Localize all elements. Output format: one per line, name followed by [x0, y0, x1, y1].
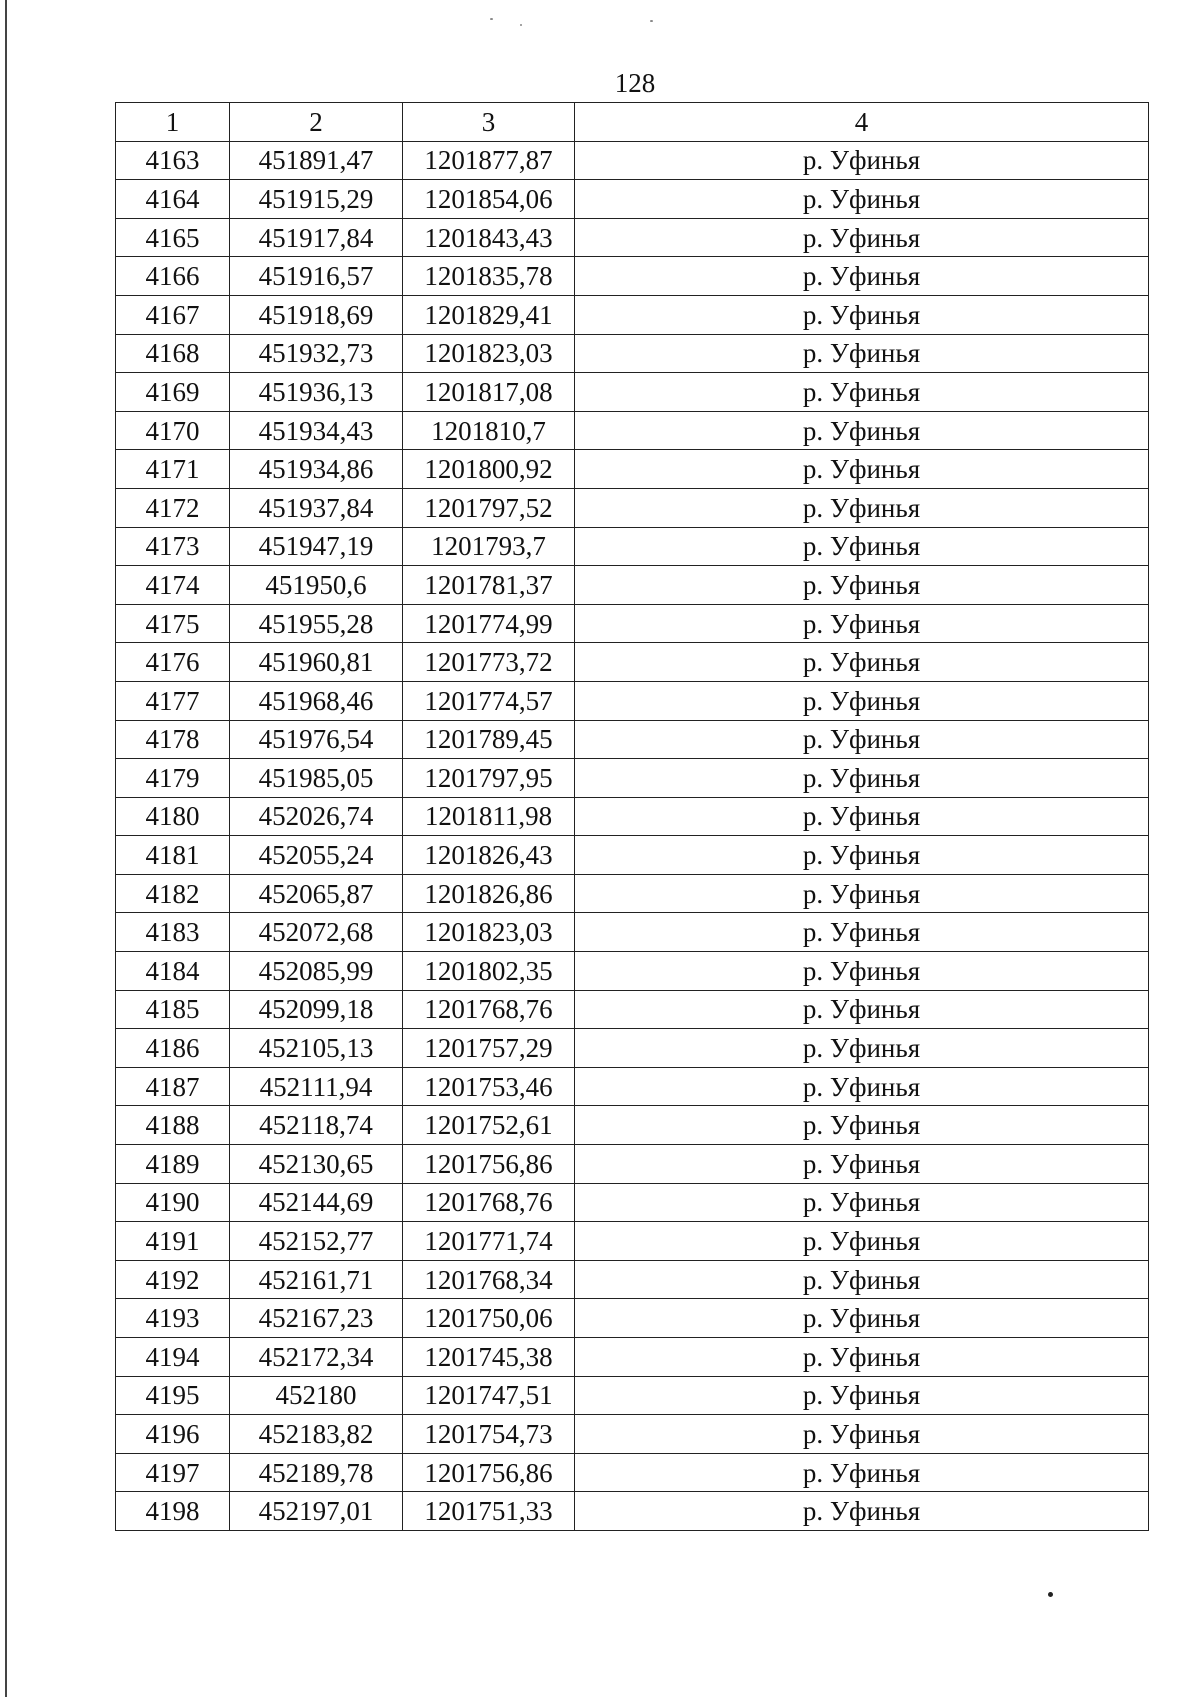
- table-row: [116, 1338, 1149, 1377]
- header-col-3: 3: [403, 103, 575, 142]
- table-row: [116, 913, 1149, 952]
- header-col-1: 1: [116, 103, 230, 142]
- x-coordinate-cell: 451936,13: [230, 373, 403, 412]
- table-row: [116, 874, 1149, 913]
- table-row: [116, 1145, 1149, 1184]
- point-number-cell: 4186: [116, 1029, 230, 1068]
- table-row: [116, 1299, 1149, 1338]
- header-col-2: 2: [230, 103, 403, 142]
- scan-speck: [650, 20, 653, 22]
- x-coordinate-cell: 452144,69: [230, 1183, 403, 1222]
- x-coordinate-cell: 451976,54: [230, 720, 403, 759]
- point-number-cell: 4171: [116, 450, 230, 489]
- y-coordinate-cell: 1201835,78: [403, 257, 575, 296]
- description-cell: р. Уфинья: [575, 1183, 1149, 1222]
- y-coordinate-cell: 1201756,86: [403, 1453, 575, 1492]
- y-coordinate-cell: 1201768,76: [403, 1183, 575, 1222]
- y-coordinate-cell: 1201826,86: [403, 874, 575, 913]
- x-coordinate-cell: 451934,86: [230, 450, 403, 489]
- y-coordinate-cell: 1201774,57: [403, 681, 575, 720]
- x-coordinate-cell: 451968,46: [230, 681, 403, 720]
- table-row: [116, 1415, 1149, 1454]
- point-number-cell: 4184: [116, 952, 230, 991]
- point-number-cell: 4190: [116, 1183, 230, 1222]
- table-row: [116, 836, 1149, 875]
- y-coordinate-cell: 1201768,34: [403, 1260, 575, 1299]
- point-number-cell: 4173: [116, 527, 230, 566]
- table-row: [116, 681, 1149, 720]
- x-coordinate-cell: 452105,13: [230, 1029, 403, 1068]
- description-cell: р. Уфинья: [575, 180, 1149, 219]
- header-col-4: 4: [575, 103, 1149, 142]
- table-row: [116, 488, 1149, 527]
- table-row: [116, 1260, 1149, 1299]
- point-number-cell: 4168: [116, 334, 230, 373]
- description-cell: р. Уфинья: [575, 295, 1149, 334]
- table-row: [116, 990, 1149, 1029]
- table-row: [116, 141, 1149, 180]
- point-number-cell: 4167: [116, 295, 230, 334]
- x-coordinate-cell: 452197,01: [230, 1492, 403, 1531]
- table-row: [116, 720, 1149, 759]
- y-coordinate-cell: 1201802,35: [403, 952, 575, 991]
- x-coordinate-cell: 452065,87: [230, 874, 403, 913]
- page-number: 128: [614, 68, 656, 98]
- table-row: [116, 411, 1149, 450]
- y-coordinate-cell: 1201757,29: [403, 1029, 575, 1068]
- point-number-cell: 4197: [116, 1453, 230, 1492]
- point-number-cell: 4163: [116, 141, 230, 180]
- y-coordinate-cell: 1201754,73: [403, 1415, 575, 1454]
- y-coordinate-cell: 1201817,08: [403, 373, 575, 412]
- x-coordinate-cell: 452180: [230, 1376, 403, 1415]
- point-number-cell: 4166: [116, 257, 230, 296]
- description-cell: р. Уфинья: [575, 1453, 1149, 1492]
- description-cell: р. Уфинья: [575, 566, 1149, 605]
- y-coordinate-cell: 1201789,45: [403, 720, 575, 759]
- table-row: [116, 180, 1149, 219]
- table-row: [116, 1067, 1149, 1106]
- point-number-cell: 4187: [116, 1067, 230, 1106]
- table-row: [116, 797, 1149, 836]
- x-coordinate-cell: 452172,34: [230, 1338, 403, 1377]
- point-number-cell: 4192: [116, 1260, 230, 1299]
- x-coordinate-cell: 452167,23: [230, 1299, 403, 1338]
- description-cell: р. Уфинья: [575, 1029, 1149, 1068]
- point-number-cell: 4172: [116, 488, 230, 527]
- scan-speck: [1048, 1592, 1053, 1597]
- description-cell: р. Уфинья: [575, 411, 1149, 450]
- table-row: [116, 295, 1149, 334]
- point-number-cell: 4194: [116, 1338, 230, 1377]
- point-number-cell: 4195: [116, 1376, 230, 1415]
- y-coordinate-cell: 1201771,74: [403, 1222, 575, 1261]
- point-number-cell: 4165: [116, 218, 230, 257]
- table-row: [116, 218, 1149, 257]
- description-cell: р. Уфинья: [575, 913, 1149, 952]
- description-cell: р. Уфинья: [575, 643, 1149, 682]
- point-number-cell: 4188: [116, 1106, 230, 1145]
- point-number-cell: 4176: [116, 643, 230, 682]
- y-coordinate-cell: 1201747,51: [403, 1376, 575, 1415]
- y-coordinate-cell: 1201781,37: [403, 566, 575, 605]
- point-number-cell: 4177: [116, 681, 230, 720]
- description-cell: р. Уфинья: [575, 141, 1149, 180]
- description-cell: р. Уфинья: [575, 1299, 1149, 1338]
- x-coordinate-cell: 452072,68: [230, 913, 403, 952]
- point-number-cell: 4181: [116, 836, 230, 875]
- table-header-row: [116, 103, 1149, 142]
- x-coordinate-cell: 451950,6: [230, 566, 403, 605]
- description-cell: р. Уфинья: [575, 952, 1149, 991]
- point-number-cell: 4170: [116, 411, 230, 450]
- y-coordinate-cell: 1201797,52: [403, 488, 575, 527]
- y-coordinate-cell: 1201751,33: [403, 1492, 575, 1531]
- x-coordinate-cell: 451915,29: [230, 180, 403, 219]
- table-row: [116, 643, 1149, 682]
- table-row: [116, 604, 1149, 643]
- point-number-cell: 4164: [116, 180, 230, 219]
- description-cell: р. Уфинья: [575, 450, 1149, 489]
- y-coordinate-cell: 1201854,06: [403, 180, 575, 219]
- point-number-cell: 4169: [116, 373, 230, 412]
- table-body: [116, 141, 1149, 1530]
- point-number-cell: 4183: [116, 913, 230, 952]
- description-cell: р. Уфинья: [575, 990, 1149, 1029]
- table-row: [116, 257, 1149, 296]
- description-cell: р. Уфинья: [575, 681, 1149, 720]
- description-cell: р. Уфинья: [575, 1338, 1149, 1377]
- x-coordinate-cell: 451937,84: [230, 488, 403, 527]
- table-row: [116, 527, 1149, 566]
- y-coordinate-cell: 1201745,38: [403, 1338, 575, 1377]
- x-coordinate-cell: 451934,43: [230, 411, 403, 450]
- x-coordinate-cell: 452183,82: [230, 1415, 403, 1454]
- description-cell: р. Уфинья: [575, 488, 1149, 527]
- description-cell: р. Уфинья: [575, 874, 1149, 913]
- description-cell: р. Уфинья: [575, 1492, 1149, 1531]
- point-number-cell: 4196: [116, 1415, 230, 1454]
- description-cell: р. Уфинья: [575, 797, 1149, 836]
- point-number-cell: 4180: [116, 797, 230, 836]
- description-cell: р. Уфинья: [575, 373, 1149, 412]
- y-coordinate-cell: 1201823,03: [403, 913, 575, 952]
- scan-speck: [490, 18, 493, 20]
- description-cell: р. Уфинья: [575, 218, 1149, 257]
- description-cell: р. Уфинья: [575, 1106, 1149, 1145]
- point-number-cell: 4182: [116, 874, 230, 913]
- y-coordinate-cell: 1201843,43: [403, 218, 575, 257]
- description-cell: р. Уфинья: [575, 334, 1149, 373]
- description-cell: р. Уфинья: [575, 1376, 1149, 1415]
- y-coordinate-cell: 1201800,92: [403, 450, 575, 489]
- x-coordinate-cell: 451932,73: [230, 334, 403, 373]
- table-row: [116, 1453, 1149, 1492]
- y-coordinate-cell: 1201793,7: [403, 527, 575, 566]
- x-coordinate-cell: 452111,94: [230, 1067, 403, 1106]
- table-row: [116, 1222, 1149, 1261]
- x-coordinate-cell: 452152,77: [230, 1222, 403, 1261]
- point-number-cell: 4178: [116, 720, 230, 759]
- x-coordinate-cell: 452026,74: [230, 797, 403, 836]
- table-row: [116, 1029, 1149, 1068]
- description-cell: р. Уфинья: [575, 1067, 1149, 1106]
- y-coordinate-cell: 1201810,7: [403, 411, 575, 450]
- x-coordinate-cell: 451947,19: [230, 527, 403, 566]
- scan-speck: [520, 24, 522, 26]
- description-cell: р. Уфинья: [575, 257, 1149, 296]
- y-coordinate-cell: 1201773,72: [403, 643, 575, 682]
- x-coordinate-cell: 451891,47: [230, 141, 403, 180]
- y-coordinate-cell: 1201823,03: [403, 334, 575, 373]
- x-coordinate-cell: 451917,84: [230, 218, 403, 257]
- description-cell: р. Уфинья: [575, 527, 1149, 566]
- x-coordinate-cell: 451918,69: [230, 295, 403, 334]
- description-cell: р. Уфинья: [575, 1222, 1149, 1261]
- y-coordinate-cell: 1201829,41: [403, 295, 575, 334]
- table-row: [116, 759, 1149, 798]
- x-coordinate-cell: 452189,78: [230, 1453, 403, 1492]
- description-cell: р. Уфинья: [575, 1145, 1149, 1184]
- x-coordinate-cell: 452055,24: [230, 836, 403, 875]
- point-number-cell: 4175: [116, 604, 230, 643]
- description-cell: р. Уфинья: [575, 1260, 1149, 1299]
- point-number-cell: 4185: [116, 990, 230, 1029]
- x-coordinate-cell: 451916,57: [230, 257, 403, 296]
- x-coordinate-cell: 452130,65: [230, 1145, 403, 1184]
- description-cell: р. Уфинья: [575, 1415, 1149, 1454]
- x-coordinate-cell: 452085,99: [230, 952, 403, 991]
- x-coordinate-cell: 451960,81: [230, 643, 403, 682]
- table-row: [116, 373, 1149, 412]
- table-row: [116, 1492, 1149, 1531]
- y-coordinate-cell: 1201811,98: [403, 797, 575, 836]
- y-coordinate-cell: 1201774,99: [403, 604, 575, 643]
- y-coordinate-cell: 1201797,95: [403, 759, 575, 798]
- description-cell: р. Уфинья: [575, 720, 1149, 759]
- y-coordinate-cell: 1201826,43: [403, 836, 575, 875]
- x-coordinate-cell: 452118,74: [230, 1106, 403, 1145]
- description-cell: р. Уфинья: [575, 759, 1149, 798]
- point-number-cell: 4193: [116, 1299, 230, 1338]
- coordinates-table: [115, 102, 1149, 1531]
- y-coordinate-cell: 1201752,61: [403, 1106, 575, 1145]
- y-coordinate-cell: 1201768,76: [403, 990, 575, 1029]
- description-cell: р. Уфинья: [575, 604, 1149, 643]
- point-number-cell: 4189: [116, 1145, 230, 1184]
- table-row: [116, 952, 1149, 991]
- table-row: [116, 1376, 1149, 1415]
- x-coordinate-cell: 451955,28: [230, 604, 403, 643]
- y-coordinate-cell: 1201877,87: [403, 141, 575, 180]
- y-coordinate-cell: 1201753,46: [403, 1067, 575, 1106]
- x-coordinate-cell: 451985,05: [230, 759, 403, 798]
- scan-left-edge: [5, 0, 7, 1697]
- table-row: [116, 450, 1149, 489]
- table-row: [116, 1183, 1149, 1222]
- table-row: [116, 1106, 1149, 1145]
- table-row: [116, 566, 1149, 605]
- point-number-cell: 4174: [116, 566, 230, 605]
- description-cell: р. Уфинья: [575, 836, 1149, 875]
- table-row: [116, 334, 1149, 373]
- y-coordinate-cell: 1201756,86: [403, 1145, 575, 1184]
- y-coordinate-cell: 1201750,06: [403, 1299, 575, 1338]
- x-coordinate-cell: 452161,71: [230, 1260, 403, 1299]
- point-number-cell: 4191: [116, 1222, 230, 1261]
- point-number-cell: 4179: [116, 759, 230, 798]
- point-number-cell: 4198: [116, 1492, 230, 1531]
- x-coordinate-cell: 452099,18: [230, 990, 403, 1029]
